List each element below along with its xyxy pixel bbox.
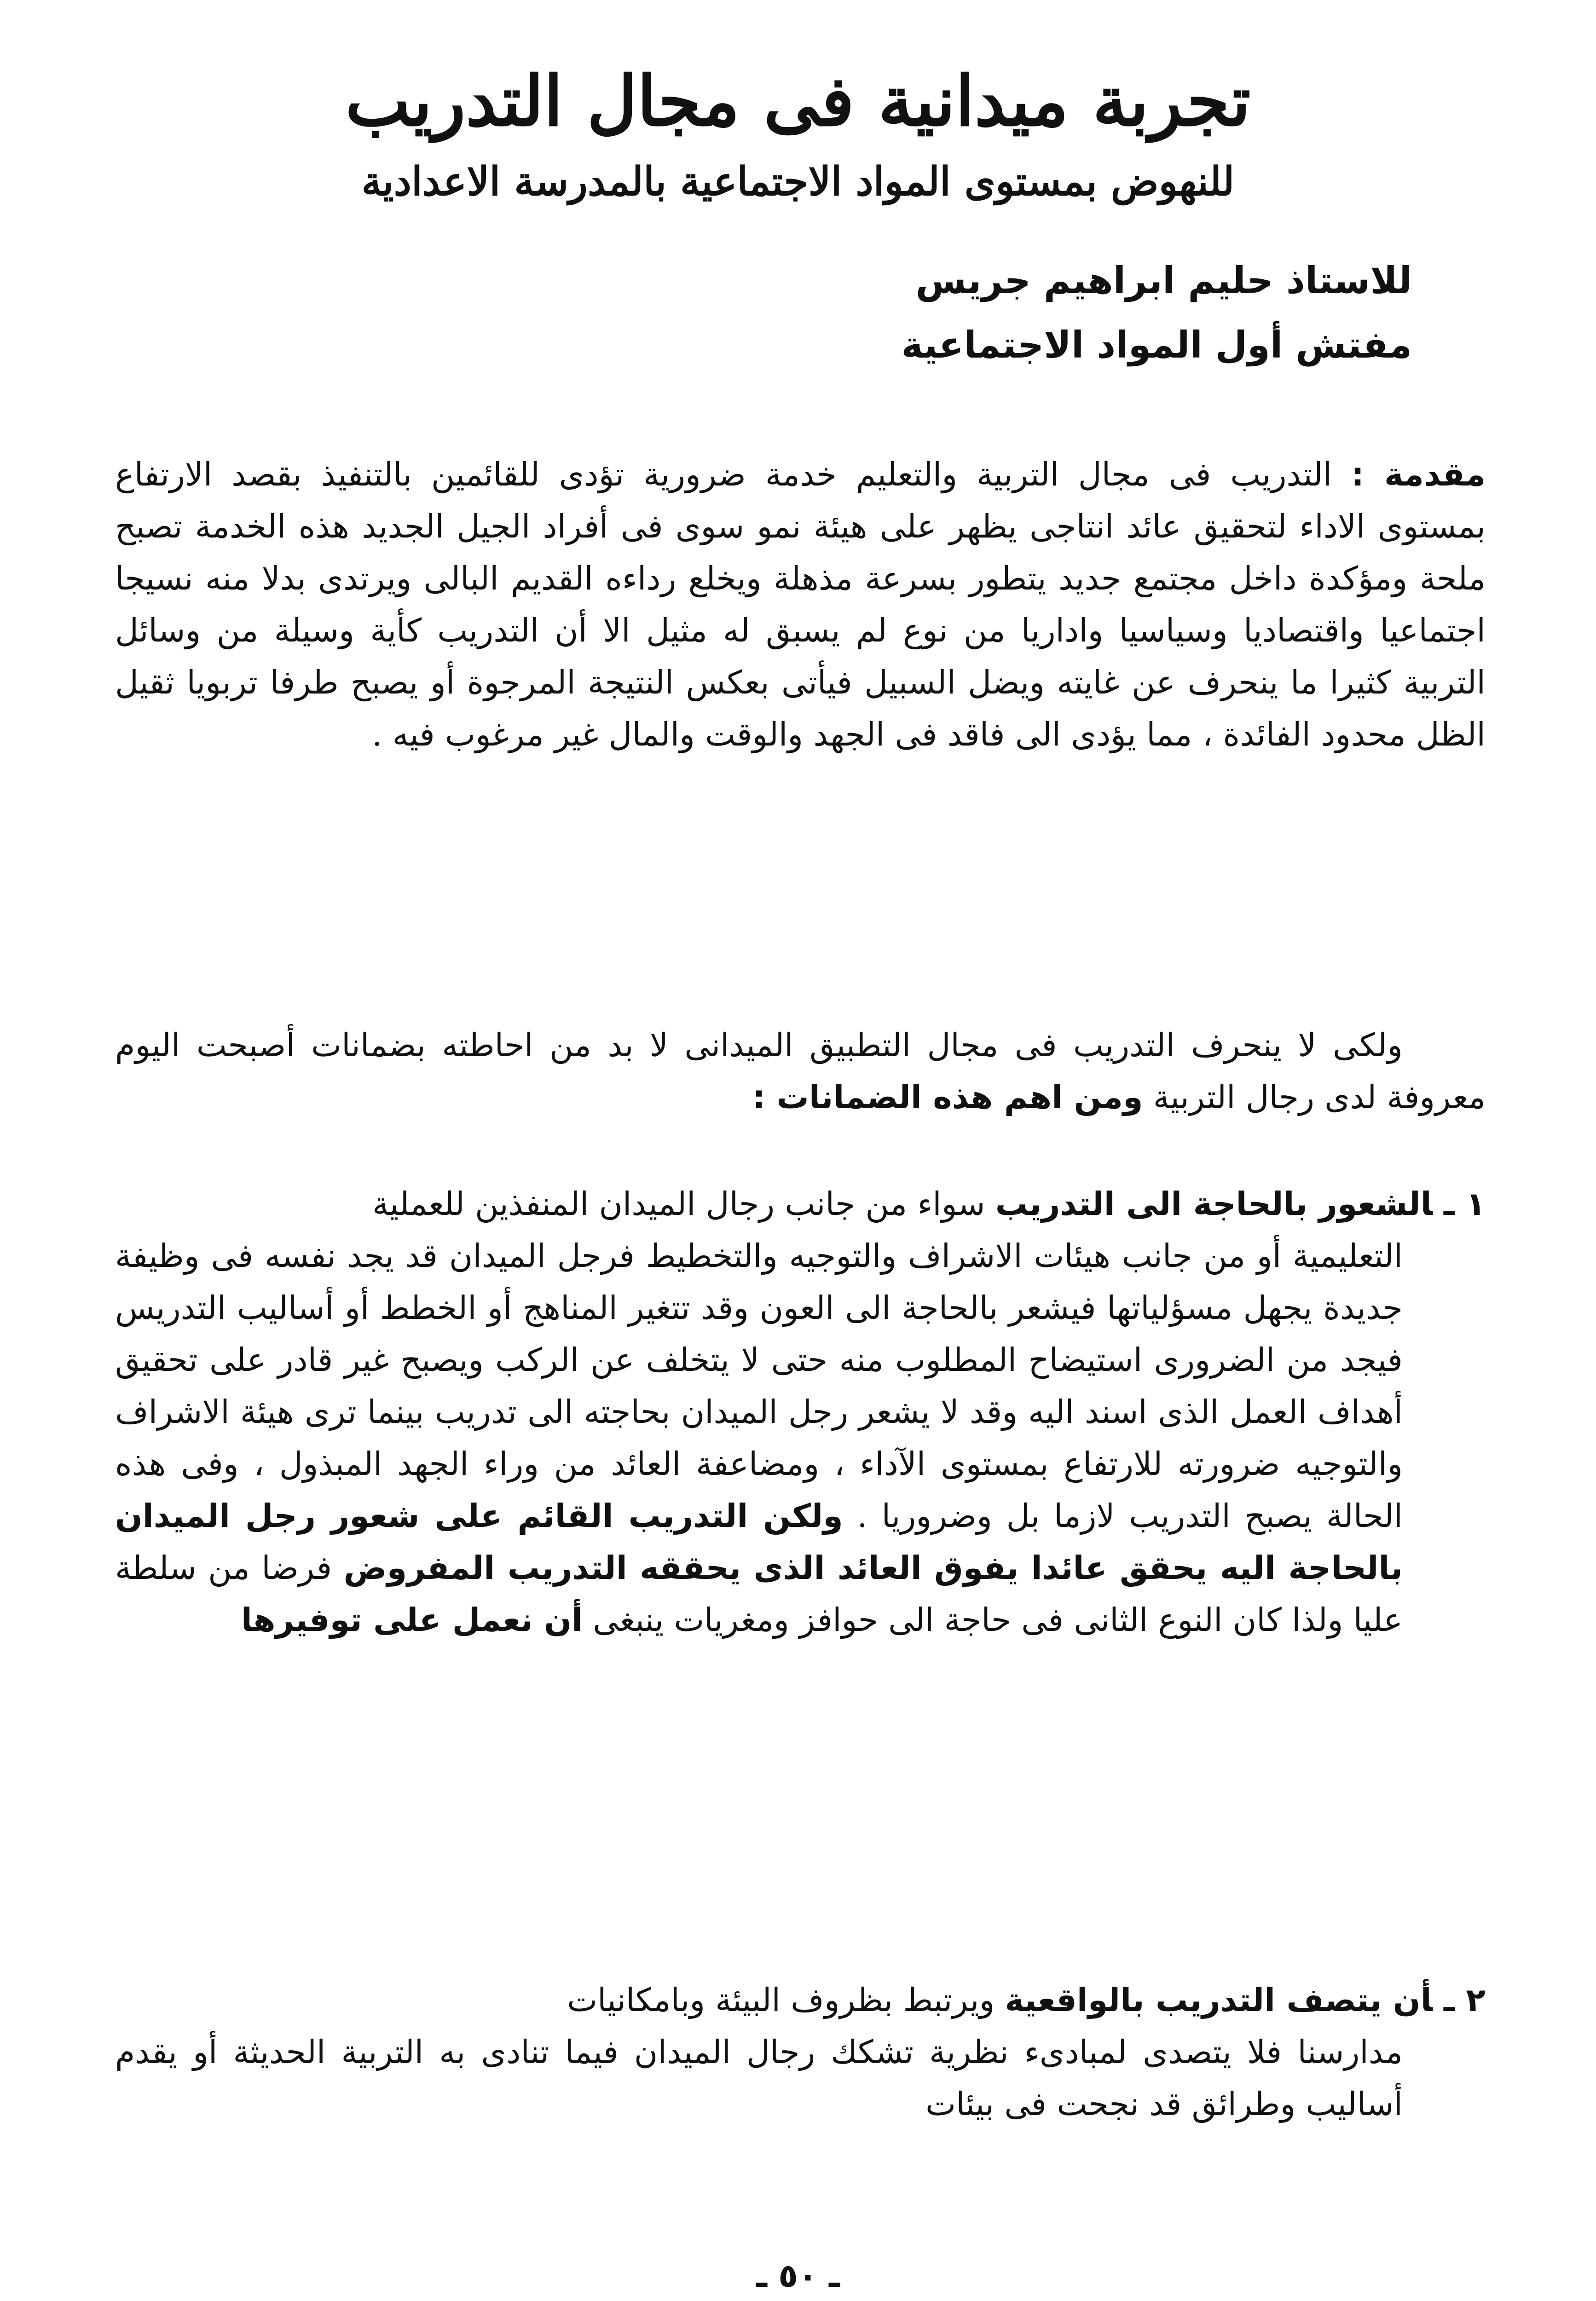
list-item-2-number: ٢ ـ (1443, 1981, 1486, 2019)
list-item-1 (115, 1178, 1486, 1646)
list-item-2-lead: أن يتصف التدريب بالواقعية (1005, 1981, 1433, 2019)
list-item-1-body (115, 1230, 1403, 1646)
list-item-2-body: مدارسنا فلا يتصدى لمبادىء نظرية تشكك رجال الميدان فيما تنادى به التربية الحديثة أو يقدم أساليب وطرائق قد نجحت فى بيئات (115, 2033, 1403, 2123)
list-item-1-first-text: سواء من جانب رجال الميدان المنفذين للعملية (372, 1185, 995, 1223)
list-item-1-first-line (115, 1178, 1486, 1230)
list-item-1-lead: الشعور بالحاجة الى التدريب (995, 1185, 1433, 1223)
article-subtitle: للنهوض بمستوى المواد الاجتماعية بالمدرسة الاعدادية (361, 158, 1235, 205)
author-position: مفتش أول المواد الاجتماعية (901, 324, 1412, 366)
author-block (630, 249, 1412, 377)
list-item-2 (115, 1974, 1486, 2130)
intro-paragraph (115, 449, 1486, 761)
list-item-1-number: ١ ـ (1443, 1185, 1486, 1223)
list-item-1-body-tail: فرضا من سلطة عليا ولذا كان النوع الثانى فى حاجة الى حوافز ومغريات ينبغى (115, 1549, 1403, 1639)
list-item-1-body-tail-bold: أن نعمل على توفيرها (241, 1601, 583, 1639)
list-item-2-first-line (115, 1974, 1486, 2026)
safeguards-bold-tail: ومن اهم هذه الضمانات : (752, 1078, 1143, 1116)
list-item-2-first-text: ويرتبط بظروف البيئة وبامكانيات (567, 1981, 1005, 2019)
intro-text: التدريب فى مجال التربية والتعليم خدمة ضرورية تؤدى للقائمين بالتنفيذ بقصد الارتفاع بمستوى الاداء لتحقيق عائد انتاجى يظهر على هيئة نمو سوى فى أفراد الجيل الجديد هذه الخدمة تصبح ملحة ومؤكدة داخل مجتمع جديد يتطور بسرعة مذهلة ويخلع رداءه القديم البالى ويرتدى بدلا منه نسيجا اجتماعيا واقتصاديا وسياسيا واداريا من نوع لم يسبق له مثيل الا أن التدريب كأية وسيلة من وسائل التربية كثيرا ما ينحرف عن غايته ويضل السبيل فيأتى بعكس النتيجة المرجوة أو يصبح طرفا تربويا ثقيل الظل محدود الفائدة ، مما يؤدى الى فاقد فى الجهد والوقت والمال غير مرغوب فيه . (115, 456, 1486, 753)
safeguards-paragraph (115, 1019, 1486, 1123)
safeguards-text: ولكى لا ينحرف التدريب فى مجال التطبيق الميدانى لا بد من احاطته بضمانات أصبحت اليوم معروفة لدى رجال التربية (115, 1026, 1486, 1116)
list-item-1-body-bold: ولكن التدريب القائم على شعور رجل الميدان بالحاجة اليه يحقق عائدا يفوق العائد الذى يحققه التدريب المفروض (115, 1497, 1403, 1587)
article-title: تجربة ميدانية فى مجال التدريب (345, 61, 1251, 142)
author-name: للاستاذ حليم ابراهيم جريس (915, 259, 1412, 302)
list-item-1-body-text: التعليمية أو من جانب هيئات الاشراف والتوجيه والتخطيط فرجل الميدان قد يجد نفسه فى وظيفة جديدة يجهل مسؤلياتها فيشعر بالحاجة الى العون وقد تتغير المناهج أو الخطط أو أساليب التدريس فيجد من الضرورى استيضاح المطلوب منه حتى لا يتخلف عن الركب ويصبح غير قادر على تحقيق أهداف العمل الذى اسند اليه وقد لا يشعر رجل الميدان بحاجته الى تدريب بينما ترى هيئة الاشراف والتوجيه ضرورته للارتفاع بمستوى الآداء ، ومضاعفة العائد من وراء الجهد المبذول ، وفى هذه الحالة يصبح التدريب لازما بل وضروريا . (115, 1237, 1403, 1535)
page-number: ـ ٥٠ ـ (756, 2257, 840, 2295)
intro-lead: مقدمة : (1351, 456, 1486, 493)
